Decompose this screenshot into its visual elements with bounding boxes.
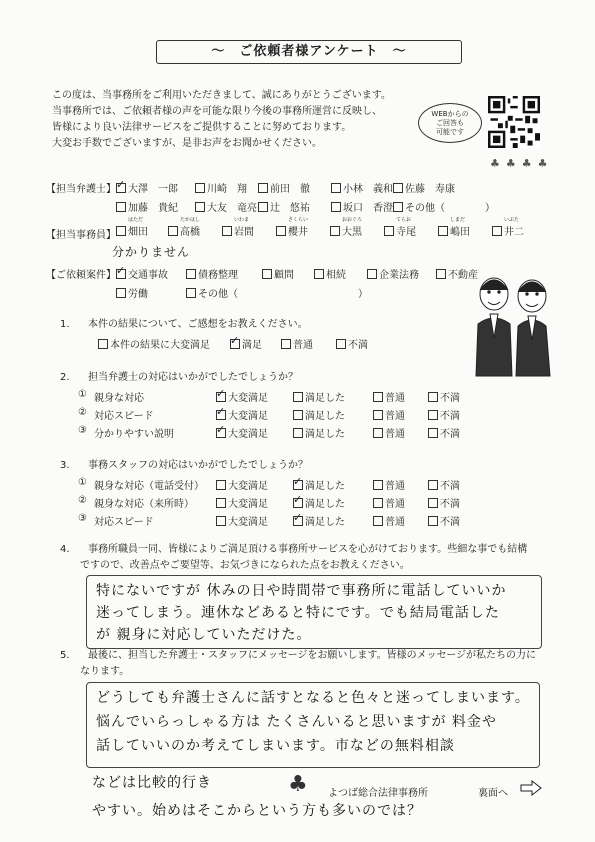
checkbox[interactable] <box>281 339 291 349</box>
staff-option[interactable] <box>222 216 254 238</box>
scale-option[interactable] <box>293 389 345 404</box>
staff-name: 岩間 <box>234 227 254 238</box>
scale-label: 満足した <box>305 411 345 422</box>
scale-label: 大変満足 <box>228 393 268 404</box>
scale-option[interactable] <box>428 425 460 440</box>
checkbox[interactable] <box>384 226 394 236</box>
scale-option[interactable] <box>373 389 405 404</box>
q1-option[interactable] <box>281 336 313 351</box>
checkbox-checked[interactable] <box>216 428 226 438</box>
q1-option[interactable] <box>336 336 368 351</box>
staff-ruby: たかはし <box>180 217 201 223</box>
scale-option[interactable] <box>216 407 268 422</box>
lawyer-name: 川崎 翔 <box>207 184 247 195</box>
lawyer-name: 小林 義和 <box>343 184 393 195</box>
checkbox[interactable] <box>186 288 196 298</box>
scale-label: 大変満足 <box>228 411 268 422</box>
item-label: 分かりやすい説明 <box>94 429 174 440</box>
staff-ruby: てらお <box>396 217 412 223</box>
lawyer-option[interactable] <box>393 199 495 214</box>
checkbox-checked[interactable] <box>216 410 226 420</box>
lawyer-name: 大友 竜亮 <box>207 203 257 214</box>
scale-label: 不満 <box>440 517 460 528</box>
scale-option[interactable] <box>373 513 405 528</box>
staff-option[interactable] <box>276 216 308 238</box>
lawyer-option[interactable] <box>258 199 310 214</box>
web-answer-bubble <box>418 103 482 143</box>
staff-option[interactable] <box>384 216 416 238</box>
lawyer-option[interactable] <box>195 180 247 195</box>
checkbox[interactable] <box>195 183 205 193</box>
intro-text <box>52 88 391 152</box>
checkbox[interactable] <box>428 516 438 526</box>
staff-ruby: いぶた <box>504 217 520 223</box>
checkbox-checked[interactable] <box>116 183 126 193</box>
staff-name: 嶋田 <box>450 227 470 238</box>
checkbox[interactable] <box>428 392 438 402</box>
checkbox[interactable] <box>293 428 303 438</box>
case-option[interactable] <box>367 266 419 281</box>
item-label: 対応スピード <box>94 517 154 528</box>
option-label: 満足 <box>242 340 262 351</box>
intro-line: 皆様により良い法律サービスをご提供することに努めております。 <box>52 122 352 133</box>
checkbox[interactable] <box>216 516 226 526</box>
case-name: 企業法務 <box>379 270 419 281</box>
case-option[interactable] <box>262 266 294 281</box>
staff-option[interactable] <box>438 216 470 238</box>
scale-option[interactable] <box>293 407 345 422</box>
q4-text-line-2: ですので、改善点やご要望等、お気づきになられた点をお教えください。 <box>80 560 410 571</box>
lawyer-option[interactable] <box>195 199 257 214</box>
checkbox[interactable] <box>98 339 108 349</box>
q5-answer <box>96 686 530 758</box>
checkbox[interactable] <box>258 202 268 212</box>
scale-option[interactable] <box>428 477 460 492</box>
answer-line: 特にないですが 休みの日や時間帯で事務所に電話していいか <box>96 583 507 599</box>
lawyer-name: その他（ ） <box>405 203 495 214</box>
scale-label: 満足した <box>305 393 345 404</box>
staff-handwritten-note: 分かりません <box>112 245 191 259</box>
case-name: その他（ ） <box>198 289 368 300</box>
scale-option[interactable] <box>216 513 268 528</box>
intro-line: 当事務所では、ご依頼者様の声を可能な限り今後の事務所運営に反映し、 <box>52 106 382 117</box>
checkbox[interactable] <box>428 480 438 490</box>
case-option[interactable] <box>186 266 238 281</box>
item-label: 対応スピード <box>94 411 154 422</box>
item-number: ① <box>78 477 87 488</box>
lawyers-illustration <box>468 272 560 378</box>
q4-number: 4. <box>60 544 70 555</box>
item-label: 親身な対応（来所時） <box>94 499 194 510</box>
answer-line: 話していいのか考えてしまいます。市などの無料相談 <box>96 738 455 754</box>
lawyer-option[interactable] <box>258 180 310 195</box>
checkbox[interactable] <box>116 226 126 236</box>
checkbox[interactable] <box>428 428 438 438</box>
checkbox[interactable] <box>438 226 448 236</box>
checkbox[interactable] <box>373 516 383 526</box>
case-name: 不動産 <box>448 270 478 281</box>
intro-line: この度は、当事務所をご利用いただきまして、誠にありがとうございます。 <box>52 90 391 101</box>
lawyer-name: 辻 悠祐 <box>270 203 310 214</box>
checkbox[interactable] <box>116 202 126 212</box>
checkbox[interactable] <box>116 288 126 298</box>
scale-label: 不満 <box>440 499 460 510</box>
lawyer-section-label: 【担当弁護士】 <box>46 184 116 195</box>
checkbox[interactable] <box>373 392 383 402</box>
bubble-line: WEBからの <box>431 110 469 118</box>
scale-label: 不満 <box>440 393 460 404</box>
bubble-line: 可能です <box>436 128 464 136</box>
q1-option[interactable] <box>98 336 210 351</box>
clover-decoration-icon: ♣♣♣♣ <box>490 157 554 170</box>
survey-title: ～ ご依頼者様アンケート ～ <box>156 40 462 64</box>
scale-label: 満足した <box>305 517 345 528</box>
item-label: 親身な対応 <box>94 393 144 404</box>
staff-option[interactable] <box>330 216 362 238</box>
checkbox[interactable] <box>186 269 196 279</box>
case-name: 顧問 <box>274 270 294 281</box>
q2-text: 担当弁護士の対応はいかがでしたでしょうか？ <box>88 372 298 383</box>
checkbox[interactable] <box>428 498 438 508</box>
item-number: ③ <box>78 425 87 436</box>
scale-option[interactable] <box>428 389 460 404</box>
scale-option[interactable] <box>293 495 345 510</box>
checkbox-checked[interactable] <box>293 516 303 526</box>
checkbox[interactable] <box>258 183 268 193</box>
q1-text: 本件の結果について、ご感想をお教えください。 <box>88 319 308 330</box>
answer-line: 迷ってしまう。連休などあると特にです。でも結局電話した <box>96 605 500 621</box>
lawyer-name: 前田 徹 <box>270 184 310 195</box>
staff-ruby: いわま <box>234 217 250 223</box>
scale-option[interactable] <box>373 407 405 422</box>
case-option[interactable] <box>314 266 346 281</box>
staff-name: 高橋 <box>180 227 200 238</box>
scale-label: 満足した <box>305 481 345 492</box>
checkbox[interactable] <box>331 202 341 212</box>
scale-option[interactable] <box>428 513 460 528</box>
checkbox[interactable] <box>367 269 377 279</box>
staff-option[interactable] <box>168 216 200 238</box>
scale-option[interactable] <box>293 513 345 528</box>
lawyer-option[interactable] <box>331 199 393 214</box>
next-page-label[interactable]: 裏面へ <box>478 788 508 799</box>
checkbox-checked[interactable] <box>293 498 303 508</box>
checkbox-checked[interactable] <box>216 392 226 402</box>
checkbox[interactable] <box>293 410 303 420</box>
scale-option[interactable] <box>216 495 268 510</box>
scale-label: 大変満足 <box>228 481 268 492</box>
q1-number: 1. <box>60 319 70 330</box>
q4-answer <box>96 580 506 646</box>
checkbox[interactable] <box>492 226 502 236</box>
scale-option[interactable] <box>216 389 268 404</box>
staff-ruby: はただ <box>128 217 144 223</box>
lawyer-option[interactable] <box>116 199 178 214</box>
q5-answer-line-5: やすい。始めはそこからという方も多いのでは？ <box>92 803 422 819</box>
checkbox[interactable] <box>428 410 438 420</box>
item-number: ② <box>78 495 87 506</box>
scale-option[interactable] <box>428 495 460 510</box>
scale-option[interactable] <box>216 425 268 440</box>
answer-line: が 親身に対応していただけた。 <box>96 627 312 643</box>
checkbox[interactable] <box>195 202 205 212</box>
scale-label: 普通 <box>385 411 405 422</box>
option-label: 不満 <box>348 340 368 351</box>
staff-option[interactable] <box>492 216 524 238</box>
lawyer-name: 加藤 貴紀 <box>128 203 178 214</box>
scale-label: 満足した <box>305 429 345 440</box>
case-name: 相続 <box>326 270 346 281</box>
lawyer-option[interactable] <box>331 180 393 195</box>
checkbox[interactable] <box>393 202 403 212</box>
option-label: 本件の結果に大変満足 <box>110 340 210 351</box>
checkbox[interactable] <box>436 269 446 279</box>
q5-answer-line-4: などは比較的行き <box>92 775 212 791</box>
case-name: 交通事故 <box>128 270 168 281</box>
staff-ruby: さくらい <box>288 217 309 223</box>
staff-ruby: しまだ <box>450 217 466 223</box>
case-section-label: 【ご依頼案件】 <box>46 270 116 281</box>
checkbox[interactable] <box>168 226 178 236</box>
checkbox[interactable] <box>293 392 303 402</box>
staff-row <box>116 216 536 240</box>
arrow-right-icon[interactable] <box>520 780 542 796</box>
checkbox[interactable] <box>216 498 226 508</box>
checkbox-checked[interactable] <box>293 480 303 490</box>
item-number: ③ <box>78 513 87 524</box>
staff-name: 寺尾 <box>396 227 416 238</box>
answer-line: 悩んでいらっしゃる方は たくさんいると思いますが 料金や <box>96 714 497 730</box>
scale-option[interactable] <box>373 477 405 492</box>
scale-option[interactable] <box>293 477 345 492</box>
q2-number: 2. <box>60 372 70 383</box>
staff-name: 櫻井 <box>288 227 308 238</box>
staff-ruby: おおぐろ <box>342 217 363 223</box>
checkbox[interactable] <box>373 498 383 508</box>
case-name: 債務整理 <box>198 270 238 281</box>
case-option[interactable] <box>116 285 148 300</box>
item-label: 親身な対応（電話受付） <box>94 481 204 492</box>
item-number: ② <box>78 407 87 418</box>
q1-option[interactable] <box>230 336 262 351</box>
lawyer-name: 坂口 香澄 <box>343 203 393 214</box>
q5-text-line-2: なります。 <box>80 666 130 677</box>
checkbox[interactable] <box>222 226 232 236</box>
checkbox[interactable] <box>276 226 286 236</box>
clover-logo-icon: ♣ <box>288 772 308 797</box>
scale-option[interactable] <box>373 495 405 510</box>
checkbox[interactable] <box>262 269 272 279</box>
scale-label: 不満 <box>440 481 460 492</box>
q3-number: 3. <box>60 460 70 471</box>
checkbox[interactable] <box>373 480 383 490</box>
staff-name: 大黒 <box>342 227 362 238</box>
scale-option[interactable] <box>293 425 345 440</box>
scale-label: 普通 <box>385 517 405 528</box>
checkbox-checked[interactable] <box>116 269 126 279</box>
lawyer-option[interactable] <box>116 180 178 195</box>
scale-option[interactable] <box>428 407 460 422</box>
checkbox[interactable] <box>393 183 403 193</box>
q4-text-line-1: 事務所職員一同、皆様によりご満足頂ける事務所サービスを心がけております。些細な事でも結構 <box>88 544 528 555</box>
scale-label: 大変満足 <box>228 517 268 528</box>
lawyer-name: 大澤 一郎 <box>128 184 178 195</box>
checkbox[interactable] <box>336 339 346 349</box>
staff-name: 井二 <box>504 227 524 238</box>
firm-name: よつば総合法律事務所 <box>328 788 428 799</box>
case-name: 労働 <box>128 289 148 300</box>
bubble-line: ご回答も <box>436 119 464 127</box>
scale-label: 不満 <box>440 411 460 422</box>
lawyer-name: 佐藤 寿康 <box>405 184 455 195</box>
q3-grid <box>78 477 538 531</box>
scale-label: 不満 <box>440 429 460 440</box>
case-option[interactable] <box>186 285 368 300</box>
staff-option[interactable] <box>116 216 148 238</box>
option-label: 普通 <box>293 340 313 351</box>
scale-label: 普通 <box>385 429 405 440</box>
q5-text-line-1: 最後に、担当した弁護士・スタッフにメッセージをお願いします。皆様のメッセージが私たちの力に <box>88 650 536 661</box>
lawyer-option[interactable] <box>393 180 455 195</box>
checkbox-checked[interactable] <box>230 339 240 349</box>
staff-name: 畑田 <box>128 227 148 238</box>
checkbox[interactable] <box>314 269 324 279</box>
case-option[interactable] <box>116 266 168 281</box>
q3-text: 事務スタッフの対応はいかがでしたでしょうか？ <box>88 460 308 471</box>
scale-label: 大変満足 <box>228 429 268 440</box>
staff-section-label: 【担当事務員】 <box>46 230 116 241</box>
scale-label: 普通 <box>385 499 405 510</box>
checkbox[interactable] <box>330 226 340 236</box>
checkbox[interactable] <box>331 183 341 193</box>
q2-grid <box>78 389 538 443</box>
scale-label: 満足した <box>305 499 345 510</box>
item-number: ① <box>78 389 87 400</box>
checkbox[interactable] <box>373 410 383 420</box>
answer-line: どうしても弁護士さんに話すとなると色々と迷ってしまいます。 <box>96 690 530 706</box>
scale-label: 普通 <box>385 393 405 404</box>
scale-label: 普通 <box>385 481 405 492</box>
intro-line: 大変お手数でございますが、是非お声をお聞かせください。 <box>52 138 322 149</box>
qr-code-icon[interactable] <box>488 96 540 148</box>
scale-option[interactable] <box>216 477 268 492</box>
checkbox[interactable] <box>216 480 226 490</box>
scale-label: 大変満足 <box>228 499 268 510</box>
scale-option[interactable] <box>373 425 405 440</box>
q5-number: 5. <box>60 650 70 661</box>
checkbox[interactable] <box>373 428 383 438</box>
